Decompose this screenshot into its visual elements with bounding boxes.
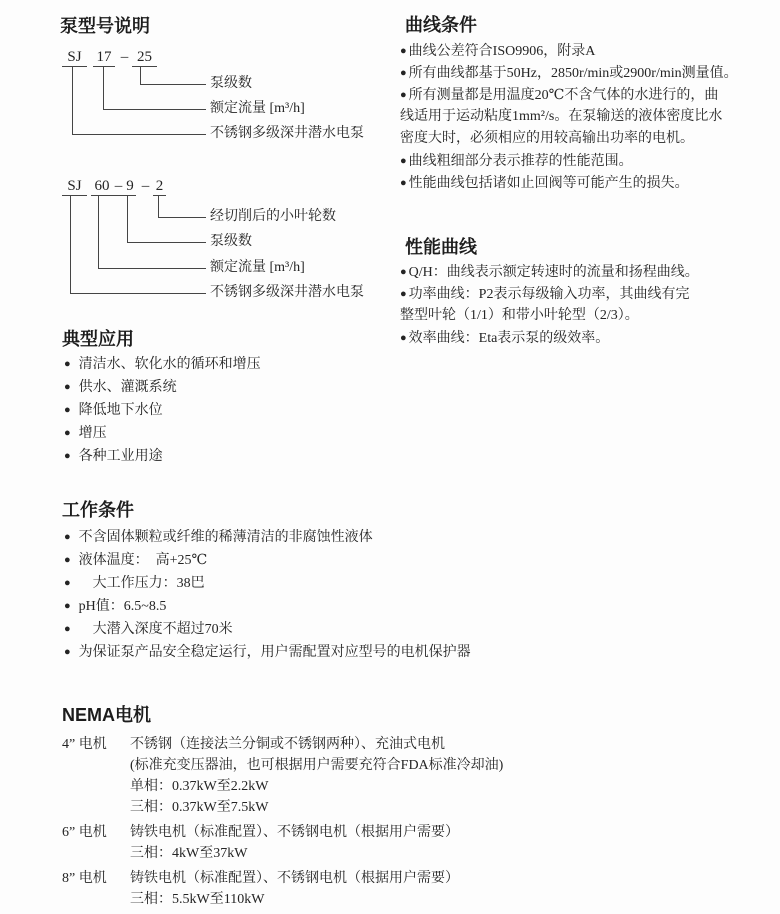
curve-conditions-list: [400, 40, 778, 194]
list-item: ● 增压: [64, 422, 261, 445]
nema-line: 铸铁电机（标准配置）、不锈钢电机（根据用户需要）: [130, 871, 459, 886]
diagram-label-flow: 额定流量 [m³/h]: [210, 101, 305, 116]
pump-model-section-title: 泵型号说明: [60, 16, 150, 36]
list-item: ● 性能曲线包括诸如止回阀等可能产生的损失。: [400, 172, 778, 194]
list-item: ● 功率曲线：P2表示每级输入功率，其曲线有完: [400, 283, 778, 305]
nema-row-content: [130, 822, 459, 864]
nema-row-6inch: [62, 822, 742, 864]
diagram-label-stages: 泵级数: [210, 76, 252, 91]
nema-line: 不锈钢（连接法兰分铜或不锈钢两种）、充油式电机: [130, 737, 445, 752]
list-item-continuation: 线适用于运动粘度1mm²/s。在泵输送的液体密度比水: [400, 109, 723, 124]
list-item: ● 各种工业用途: [64, 445, 261, 468]
model-code-dash: –: [141, 178, 150, 194]
model-code-flow: 17: [93, 49, 115, 67]
leader-line: [158, 195, 206, 218]
nema-motors-table: [62, 734, 742, 914]
list-item: ● 降低地下水位: [64, 399, 261, 422]
nema-row-8inch: [62, 868, 742, 910]
performance-curves-list: [400, 261, 778, 349]
nema-row-content: [130, 734, 503, 818]
nema-line: 单相：0.37kW至2.2kW: [130, 779, 269, 794]
model-code-stages: 9: [124, 178, 136, 196]
nema-motors-title: NEMA电机: [62, 705, 151, 725]
list-item: ● 大工作压力：38巴: [64, 572, 471, 595]
list-item: ● pH值：6.5~8.5: [64, 595, 471, 618]
model-code-flow: 60: [91, 178, 113, 196]
list-item: ● 大潜入深度不超过70米: [64, 618, 471, 641]
list-item-continuation: 密度大时，必须相应的用较高输出功率的电机。: [400, 131, 694, 146]
list-item: ● 效率曲线：Eta表示泵的级效率。: [400, 327, 778, 349]
list-item: ● 供水、灌溉系统: [64, 376, 261, 399]
curve-conditions-title: 曲线条件: [405, 15, 477, 35]
nema-line: (标准充变压器油，也可根据用户需要充符合FDA标准冷却油): [130, 758, 504, 773]
diagram-label-trimmed-impellers: 经切削后的小叶轮数: [210, 209, 336, 224]
model-code-trimmed: 2: [153, 178, 166, 196]
diagram-label-pump-type: 不锈钢多级深井潜水电泵: [210, 285, 364, 300]
model-code-dash: –: [114, 178, 123, 194]
model-code-series: SJ: [62, 178, 87, 196]
list-item: ● 不含固体颗粒或纤维的稀薄清洁的非腐蚀性液体: [64, 526, 471, 549]
list-item: ● Q/H：曲线表示额定转速时的流量和扬程曲线。: [400, 261, 778, 283]
nema-line: 三相：5.5kW至110kW: [130, 892, 265, 907]
list-item-continuation: 整型叶轮（1/1）和带小叶轮型（2/3）。: [400, 308, 639, 323]
nema-row-4inch: [62, 734, 742, 818]
working-conditions-list: [64, 526, 471, 664]
nema-line: 铸铁电机（标准配置）、不锈钢电机（根据用户需要）: [130, 825, 459, 840]
nema-line: 三相：0.37kW至7.5kW: [130, 800, 269, 815]
diagram-label-flow: 额定流量 [m³/h]: [210, 260, 305, 275]
list-item: ● 为保证泵产品安全稳定运行，用户需配置对应型号的电机保护器: [64, 641, 471, 664]
list-item: ● 曲线公差符合ISO9906，附录A: [400, 40, 778, 62]
working-conditions-title: 工作条件: [62, 500, 134, 520]
diagram-label-pump-type: 不锈钢多级深井潜水电泵: [210, 126, 364, 141]
nema-row-label: 6” 电机: [62, 825, 107, 840]
nema-row-content: [130, 868, 459, 910]
nema-row-label: 8” 电机: [62, 871, 107, 886]
list-item: ● 曲线粗细部分表示推荐的性能范围。: [400, 150, 778, 172]
performance-curves-title: 性能曲线: [405, 237, 477, 257]
leader-line: [140, 66, 206, 85]
list-item: ● 清洁水、软化水的循环和增压: [64, 353, 261, 376]
typical-applications-list: [64, 353, 261, 468]
list-item: ● 所有曲线都基于50Hz，2850r/min或2900r/min测量值。: [400, 62, 778, 84]
nema-row-label: 4” 电机: [62, 737, 107, 752]
diagram-label-stages: 泵级数: [210, 234, 252, 249]
model-code-stages: 25: [132, 49, 157, 67]
nema-line: 三相：4kW至37kW: [130, 846, 248, 861]
list-item: ● 所有测量都是用温度20℃不含气体的水进行的，曲: [400, 84, 778, 106]
typical-applications-title: 典型应用: [62, 329, 134, 349]
list-item: ● 液体温度： 高+25℃: [64, 549, 471, 572]
model-code-dash: –: [120, 49, 129, 65]
model-code-series: SJ: [62, 49, 87, 67]
